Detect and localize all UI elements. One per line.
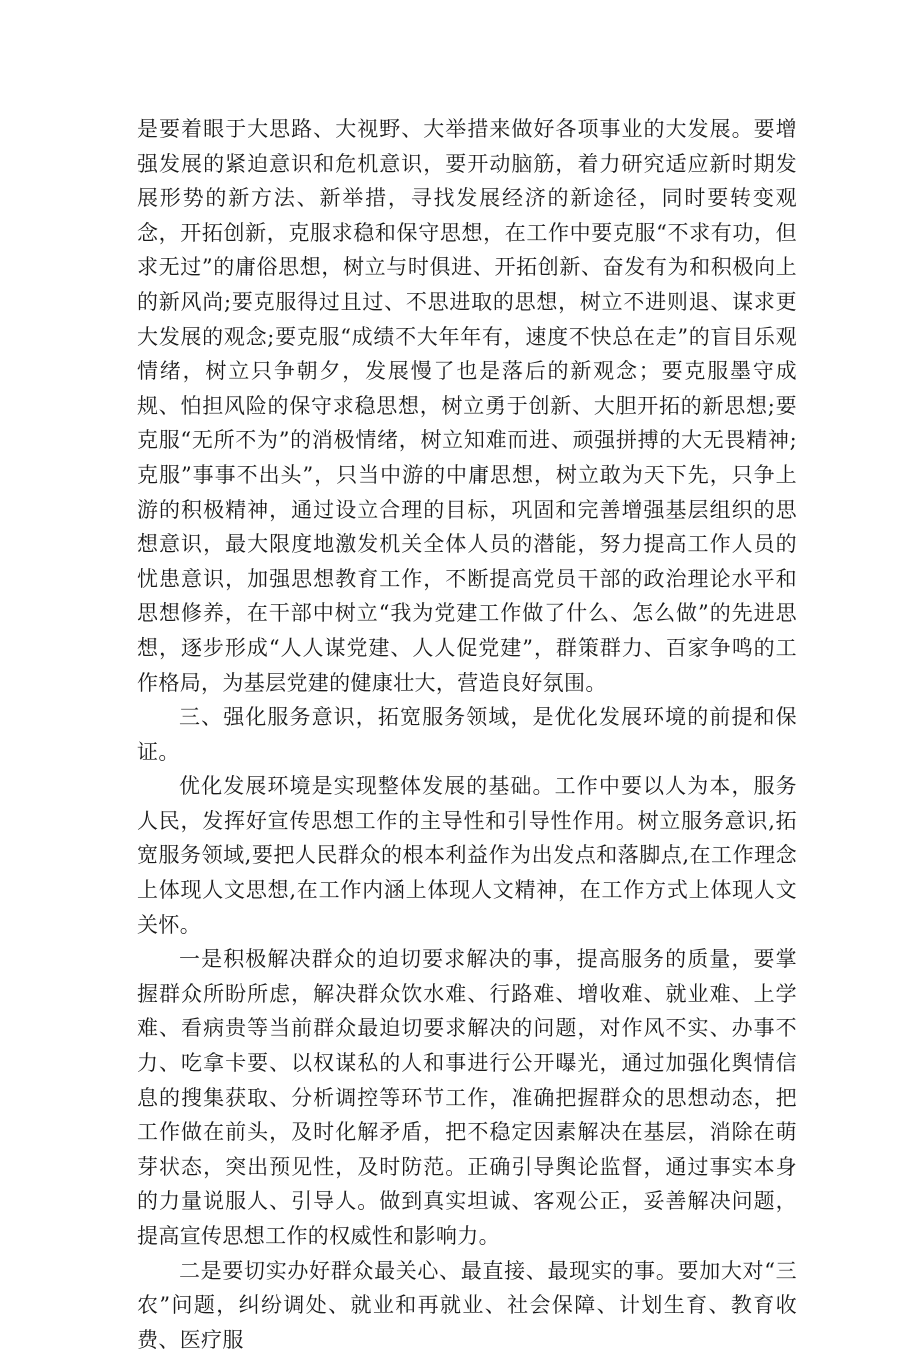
section-heading-three: 三、强化服务意识，拓宽服务领域，是优化发展环境的前提和保证。 [137, 705, 797, 764]
paragraph-continuation: 是要着眼于大思路、大视野、大举措来做好各项事业的大发展。要增强发展的紧迫意识和危机意识，要开动脑筋，着力研究适应新时期发展形势的新方法、新举措，寻找发展经济的新途径，同时要转变观念，开拓创新，克服求稳和保守思想，在工作中要克服“不求有功，但求无过”的庸俗思想，树立与时俱进、开拓创新、奋发有为和积极向上的新风尚;要克服得过且过、不思进取的思想，树立不进则退、谋求更大发展的观念;要克服“成绩不大年年有，速度不快总在走”的盲目乐观情绪，树立只争朝夕，发展慢了也是落后的新观念；要克服墨守成规、怕担风险的保守求稳思想，树立勇于创新、大胆开拓的新思想;要克服“无所不为”的消极情绪，树立知难而进、顽强拼搏的大无畏精神;克服”事事不出头”，只当中游的中庸思想，树立敢为天下先，只争上游的积极精神，通过设立合理的目标，巩固和完善增强基层组织的思想意识，最大限度地激发机关全体人员的潜能，努力提高工作人员的忧患意识，加强思想教育工作，不断提高党员干部的政治理论水平和思想修养，在干部中树立“我为党建工作做了什么、怎么做”的先进思想，逐步形成“人人谋党建、人人促党建”，群策群力、百家争鸣的工作格局，为基层党建的健康壮大，营造良好氛围。 [137, 117, 797, 695]
paragraph-point-two: 二是要切实办好群众最关心、最直接、最现实的事。要加大对“三农”问题，纠纷调处、就业和再就业、社会保障、计划生育、教育收费、医疗服 [137, 1258, 797, 1352]
paragraph-environment: 优化发展环境是实现整体发展的基础。工作中要以人为本，服务人民，发挥好宣传思想工作的主导性和引导性作用。树立服务意识,拓宽服务领域,要把人民群众的根本利益作为出发点和落脚点,在工作理念上体现人文思想,在工作内涵上体现人文精神，在工作方式上体现人文关怀。 [137, 774, 797, 937]
paragraph-point-one: 一是积极解决群众的迫切要求解决的事，提高服务的质量，要掌握群众所盼所虑，解决群众饮水难、行路难、增收难、就业难、上学难、看病贵等当前群众最迫切要求解决的问题，对作风不实、办事不力、吃拿卡要、以权谋私的人和事进行公开曝光，通过加强化舆情信息的搜集获取、分析调控等环节工作，准确把握群众的思想动态，把工作做在前头，及时化解矛盾，把不稳定因素解决在基层，消除在萌芽状态，突出预见性，及时防范。正确引导舆论监督，通过事实本身的力量说服人、引导人。做到真实坦诚、客观公正，妥善解决问题，提高宣传思想工作的权威性和影响力。 [137, 947, 797, 1248]
document-body [137, 112, 797, 1357]
